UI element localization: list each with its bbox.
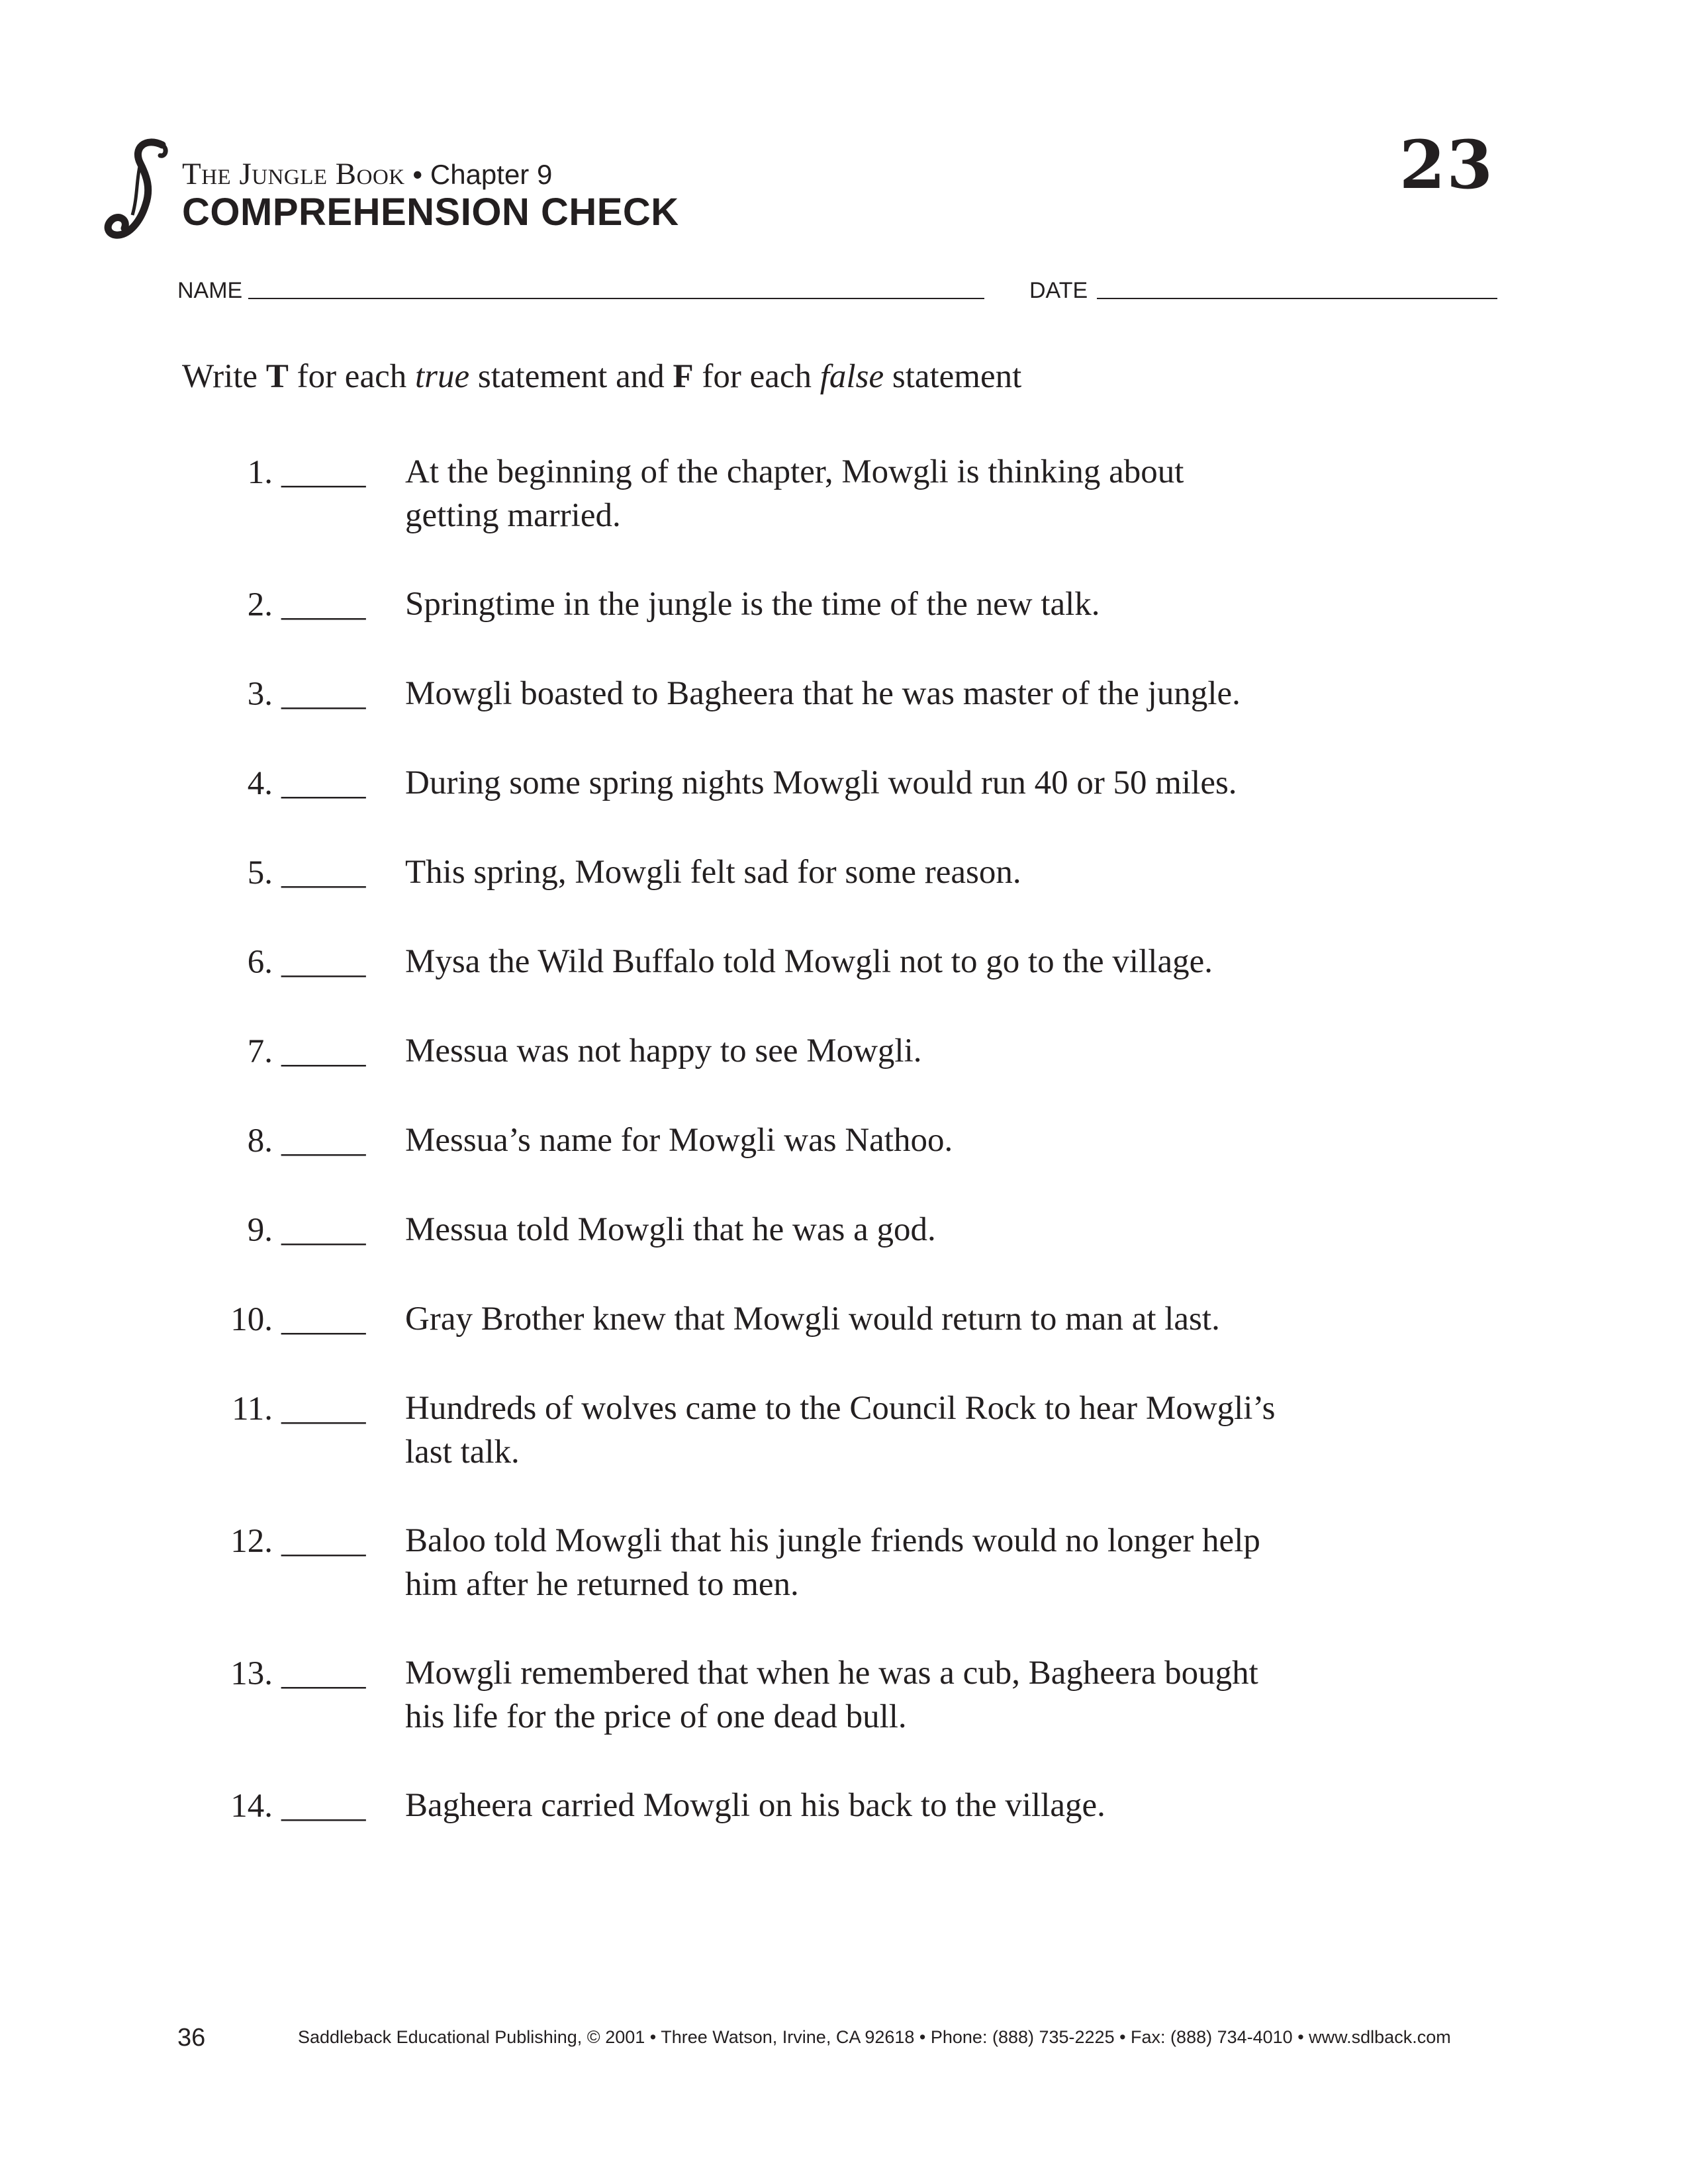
answer-blank[interactable]: _____ — [281, 454, 366, 491]
question-number: 3. — [247, 676, 273, 713]
question-line: Bagheera carried Mowgli on his back to the village. — [405, 1787, 1105, 1824]
publisher-logo-icon — [99, 136, 185, 245]
question-number: 2. — [247, 586, 273, 623]
instructions-text: Write — [182, 358, 266, 395]
question-line: Mysa the Wild Buffalo told Mowgli not to go to the village. — [405, 943, 1213, 980]
publisher-info: Saddleback Educational Publishing, © 2001 • Three Watson, Irvine, CA 92618 • Phone: (888) 735-2225 • Fax: (888) 734-4010 • www.sdlback.com — [298, 2027, 1451, 2047]
question-line: This spring, Mowgli felt sad for some reason. — [405, 854, 1021, 891]
answer-blank[interactable]: _____ — [281, 1655, 366, 1692]
question-line: During some spring nights Mowgli would run 40 or 50 miles. — [405, 764, 1237, 801]
name-label: NAME — [177, 278, 243, 303]
question-number: 11. — [232, 1390, 273, 1428]
heading-separator: • — [412, 159, 423, 190]
answer-blank[interactable]: _____ — [281, 765, 366, 802]
instructions-text: statement and — [469, 358, 673, 395]
question-text — [405, 940, 1497, 983]
question-number: 5. — [247, 854, 273, 891]
answer-blank[interactable]: _____ — [281, 1523, 366, 1560]
question-line: At the beginning of the chapter, Mowgli is thinking about — [405, 453, 1184, 490]
question-number: 6. — [247, 944, 273, 981]
answer-blank[interactable]: _____ — [281, 1212, 366, 1249]
question-number: 10. — [230, 1301, 273, 1338]
question-line: last talk. — [405, 1433, 520, 1471]
question-text — [405, 582, 1497, 626]
question-line: Messua’s name for Mowgli was Nathoo. — [405, 1122, 953, 1159]
question-number: 12. — [230, 1523, 273, 1560]
question-number: 9. — [247, 1212, 273, 1249]
question-line: Gray Brother knew that Mowgli would return to man at last. — [405, 1300, 1220, 1338]
worksheet-number: 23 — [1399, 126, 1494, 204]
question-line: getting married. — [405, 497, 621, 534]
question-text — [405, 1784, 1497, 1827]
question-number: 1. — [247, 454, 273, 491]
question-text — [405, 1208, 1497, 1251]
answer-blank[interactable]: _____ — [281, 1301, 366, 1338]
question-text — [405, 1118, 1497, 1162]
true-letter: T — [265, 358, 289, 395]
answer-blank[interactable]: _____ — [281, 1122, 366, 1160]
question-text — [405, 1297, 1497, 1341]
question-line: him after he returned to men. — [405, 1566, 799, 1603]
name-field[interactable] — [248, 298, 984, 299]
question-number: 14. — [230, 1788, 273, 1825]
worksheet-title: COMPREHENSION CHECK — [182, 191, 679, 234]
page-number: 36 — [177, 2024, 206, 2052]
answer-blank[interactable]: _____ — [281, 1033, 366, 1070]
chapter-label: Chapter 9 — [430, 159, 553, 190]
question-line: Springtime in the jungle is the time of the new talk. — [405, 586, 1100, 623]
true-word: true — [414, 358, 470, 395]
answer-blank[interactable]: _____ — [281, 586, 366, 623]
question-line: Messua told Mowgli that he was a god. — [405, 1211, 936, 1248]
book-title: The Jungle Book — [182, 157, 405, 191]
question-text — [405, 850, 1497, 894]
question-text — [405, 672, 1497, 715]
question-number: 8. — [247, 1122, 273, 1160]
instructions-text: for each — [288, 358, 415, 395]
question-text — [405, 1519, 1497, 1606]
question-number: 7. — [247, 1033, 273, 1070]
answer-blank[interactable]: _____ — [281, 854, 366, 891]
question-line: his life for the price of one dead bull. — [405, 1698, 907, 1735]
question-number: 13. — [230, 1655, 273, 1692]
question-line: Messua was not happy to see Mowgli. — [405, 1032, 922, 1069]
question-text — [405, 761, 1497, 805]
question-text — [405, 1029, 1497, 1073]
answer-blank[interactable]: _____ — [281, 1390, 366, 1428]
book-chapter-heading — [182, 156, 552, 192]
false-word: false — [820, 358, 884, 395]
question-line: Mowgli remembered that when he was a cub, Bagheera bought — [405, 1655, 1258, 1692]
question-line: Mowgli boasted to Bagheera that he was master of the jungle. — [405, 675, 1241, 712]
question-line: Hundreds of wolves came to the Council Rock to hear Mowgli’s — [405, 1390, 1276, 1427]
question-text — [405, 1651, 1497, 1739]
instructions-text: statement — [884, 358, 1022, 395]
answer-blank[interactable]: _____ — [281, 944, 366, 981]
question-number: 4. — [247, 765, 273, 802]
instructions — [182, 357, 1021, 396]
answer-blank[interactable]: _____ — [281, 676, 366, 713]
instructions-text: for each — [693, 358, 820, 395]
false-letter: F — [673, 358, 694, 395]
question-text — [405, 1387, 1497, 1474]
date-label: DATE — [1029, 278, 1088, 303]
question-text — [405, 450, 1497, 537]
date-field[interactable] — [1097, 298, 1497, 299]
answer-blank[interactable]: _____ — [281, 1788, 366, 1825]
question-line: Baloo told Mowgli that his jungle friends would no longer help — [405, 1522, 1260, 1559]
